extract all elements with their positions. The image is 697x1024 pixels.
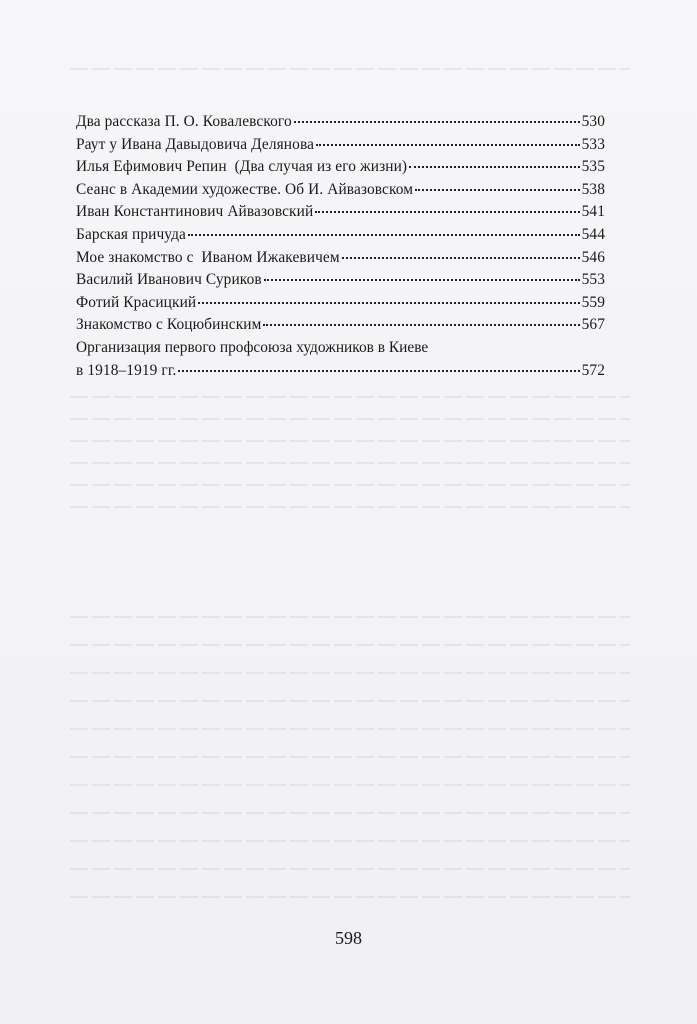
bleed-through [70, 64, 630, 74]
toc-entry-title: Раут у Ивана Давыдовича Делянова [76, 135, 315, 153]
dot-leader [198, 302, 579, 304]
table-of-contents [76, 111, 605, 382]
toc-entry-page: 553 [581, 271, 605, 289]
toc-entry-page: 567 [581, 316, 605, 334]
bleed-through [70, 808, 630, 818]
toc-entry-page: 544 [581, 225, 605, 243]
dot-leader [316, 144, 580, 146]
bleed-through [70, 414, 630, 424]
toc-entry-page: 559 [581, 293, 605, 311]
bleed-through [70, 640, 630, 650]
dot-leader [264, 279, 580, 281]
bleed-through [70, 458, 630, 468]
toc-entry-title-line1: Организация первого профсоюза художников в Киеве [76, 338, 429, 356]
dot-leader [188, 234, 580, 236]
toc-entry-multiline[interactable] [76, 337, 605, 382]
bleed-through [70, 892, 630, 902]
toc-entry-page: 533 [581, 135, 605, 153]
toc-entry[interactable] [76, 111, 605, 134]
dot-leader [294, 121, 580, 123]
bleed-through [70, 836, 630, 846]
page-number: 598 [335, 928, 362, 948]
toc-entry-title: Иван Константинович Айвазовский [76, 203, 314, 221]
toc-entry-title: Фотий Красицкий [76, 293, 197, 311]
toc-entry[interactable] [76, 134, 605, 157]
toc-entry-title: Василий Иванович Суриков [76, 271, 262, 289]
dot-leader [409, 166, 579, 168]
dot-leader [342, 257, 580, 259]
bleed-through [70, 502, 630, 512]
bleed-through [70, 480, 630, 490]
dot-leader [263, 324, 579, 326]
toc-entry-title: Илья Ефимович Репин (Два случая из его жизни) [76, 158, 408, 176]
toc-entry[interactable] [76, 247, 605, 270]
bleed-through [70, 696, 630, 706]
bleed-through [70, 392, 630, 402]
toc-entry[interactable] [76, 292, 605, 315]
dot-leader [315, 211, 579, 213]
toc-entry[interactable] [76, 179, 605, 202]
toc-entry-title: Два рассказа П. О. Ковалевского [76, 113, 292, 130]
toc-entry-title: Сеанс в Академии художестве. Об И. Айвазовском [76, 180, 414, 198]
toc-entry-page: 541 [581, 203, 605, 221]
toc-entry-page: 572 [581, 361, 605, 379]
toc-entry-page: 538 [581, 180, 605, 198]
dot-leader [178, 370, 579, 372]
bleed-through [70, 724, 630, 734]
toc-entry-page: 530 [581, 113, 605, 130]
bleed-through [70, 436, 630, 446]
toc-entry-title-line2: в 1918–1919 гг. [76, 361, 177, 379]
toc-entry-line2 [76, 360, 605, 383]
toc-entry[interactable] [76, 224, 605, 247]
toc-entry-page: 535 [581, 158, 605, 176]
toc-entry-title: Барская причуда [76, 225, 186, 243]
toc-entry-page: 546 [581, 248, 605, 266]
toc-entry-title: Знакомство с Коцюбинским [76, 316, 262, 334]
dot-leader [415, 189, 580, 191]
toc-entry-title: Мое знакомство с Иваном Ижакевичем [76, 248, 340, 266]
toc-entry[interactable] [76, 156, 605, 179]
toc-entry[interactable] [76, 314, 605, 337]
toc-entry[interactable] [76, 269, 605, 292]
bleed-through [70, 780, 630, 790]
bleed-through [70, 864, 630, 874]
bleed-through [70, 668, 630, 678]
bleed-through [70, 612, 630, 622]
toc-entry[interactable] [76, 201, 605, 224]
bleed-through [70, 752, 630, 762]
